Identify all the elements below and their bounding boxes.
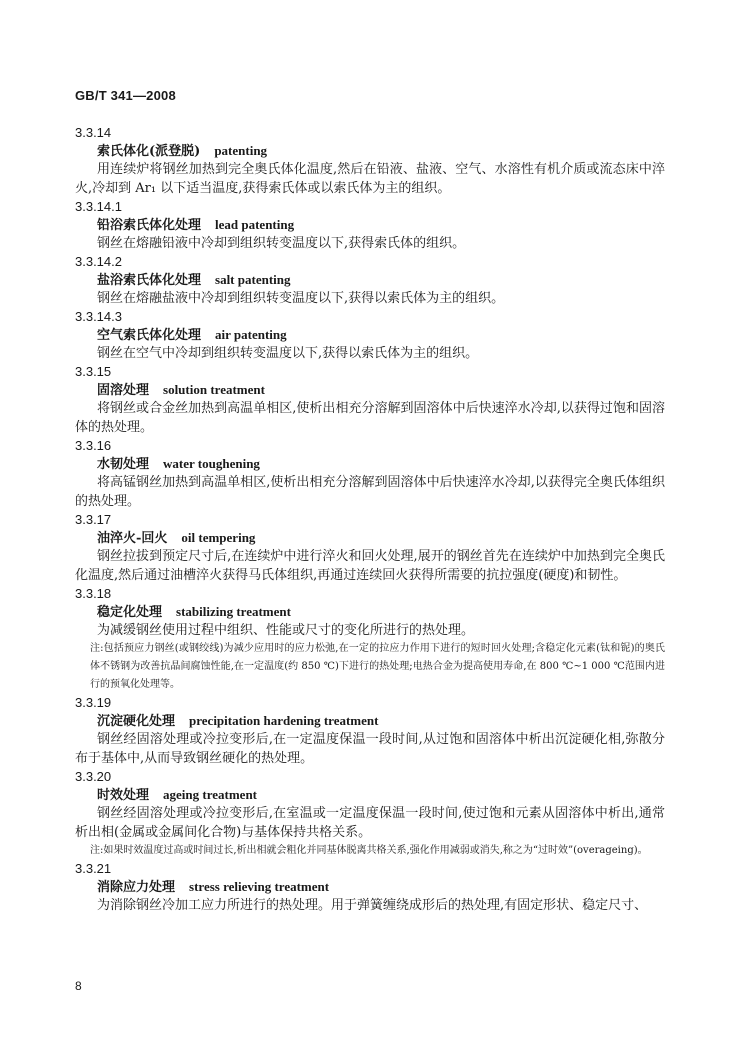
clause-number: 3.3.14.3 — [75, 309, 122, 324]
term-en: lead patenting — [215, 217, 295, 232]
term-definition: 钢丝拉拔到预定尺寸后,在连续炉中进行淬火和回火处理,展开的钢丝首先在连续炉中加热到完全奥氏化温度,然后通过油槽淬火获得马氏体组织,再通过连续回火获得所需要的抗拉强度(硬度)和韧性。 — [75, 549, 665, 583]
entry-3-3-21 — [75, 860, 665, 915]
clause-number: 3.3.19 — [75, 695, 112, 710]
term-heading — [97, 455, 665, 473]
term-zh: 油淬火-回火 — [97, 531, 168, 546]
term-en: stabilizing treatment — [176, 604, 291, 619]
term-en: water toughening — [163, 456, 260, 471]
term-en: precipitation hardening treatment — [189, 713, 379, 728]
clause-number: 3.3.15 — [75, 364, 112, 379]
term-en: salt patenting — [215, 272, 291, 287]
term-definition: 为减缓钢丝使用过程中组织、性能或尺寸的变化所进行的热处理。 — [97, 623, 475, 638]
term-definition: 将高锰钢丝加热到高温单相区,使析出相充分溶解到固溶体中后快速淬水冷却,以获得完全奥氏体组织的热处理。 — [75, 475, 665, 509]
term-heading — [97, 326, 665, 344]
entry-3-3-18 — [75, 585, 665, 694]
term-en: ageing treatment — [163, 787, 257, 802]
term-heading — [97, 381, 665, 399]
entry-3-3-19 — [75, 694, 665, 768]
term-definition: 钢丝在熔融铅液中冷却到组织转变温度以下,获得索氏体的组织。 — [97, 236, 466, 251]
term-definition: 为消除钢丝冷加工应力所进行的热处理。用于弹簧缠绕成形后的热处理,有固定形状、稳定尺寸、 — [97, 898, 648, 913]
term-heading — [97, 271, 665, 289]
term-zh: 消除应力处理 — [97, 880, 176, 895]
clause-number: 3.3.16 — [75, 438, 112, 453]
term-en: oil tempering — [181, 530, 256, 545]
term-note: 注:包括预应力钢丝(或钢绞线)为减少应用时的应力松弛,在一定的拉应力作用下进行的短时回火处理;含稳定化元素(钛和铌)的奥氏体不锈钢为改善抗晶间腐蚀性能,在一定温度(约 850 ℃)下进行的热处理;电热合金为提高使用寿命,在 800 ℃~1 000 ℃范围内进行的预氧化处理等。 — [90, 643, 665, 690]
standard-code-header: GB/T 341—2008 — [75, 88, 176, 103]
clause-number: 3.3.20 — [75, 769, 112, 784]
entry-3-3-17 — [75, 511, 665, 585]
entry-3-3-16 — [75, 437, 665, 511]
term-definition: 钢丝经固溶处理或冷拉变形后,在室温或一定温度保温一段时间,使过饱和元素从固溶体中析出,通常析出相(金属或金属间化合物)与基体保持共格关系。 — [75, 806, 665, 840]
clause-number: 3.3.17 — [75, 512, 112, 527]
term-zh: 盐浴索氏体化处理 — [97, 273, 202, 288]
term-zh: 固溶处理 — [97, 383, 150, 398]
entry-3-3-15 — [75, 363, 665, 437]
term-zh: 沉淀硬化处理 — [97, 714, 176, 729]
clause-number: 3.3.14 — [75, 125, 112, 140]
term-definition: 将钢丝或合金丝加热到高温单相区,使析出相充分溶解到固溶体中后快速淬水冷却,以获得过饱和固溶体的热处理。 — [75, 401, 665, 435]
terms-content — [75, 124, 665, 915]
clause-number: 3.3.18 — [75, 586, 112, 601]
term-heading — [97, 786, 665, 804]
term-definition: 钢丝在空气中冷却到组织转变温度以下,获得以索氏体为主的组织。 — [97, 346, 479, 361]
entry-3-3-20 — [75, 768, 665, 860]
term-note: 注:如果时效温度过高或时间过长,析出相就会粗化并同基体脱离共格关系,强化作用减弱或消失,称之为“过时效”(overageing)。 — [90, 845, 648, 856]
term-en: solution treatment — [163, 382, 265, 397]
term-heading — [97, 878, 665, 896]
term-heading — [97, 603, 665, 621]
clause-number: 3.3.14.1 — [75, 199, 122, 214]
term-heading — [97, 216, 665, 234]
term-en: patenting — [214, 143, 268, 158]
entry-3-3-14-2 — [75, 253, 665, 308]
term-heading — [97, 142, 665, 160]
term-zh: 稳定化处理 — [97, 605, 163, 620]
term-zh: 空气索氏体化处理 — [97, 328, 202, 343]
term-en: stress relieving treatment — [189, 879, 330, 894]
clause-number: 3.3.14.2 — [75, 254, 122, 269]
entry-3-3-14-3 — [75, 308, 665, 363]
entry-3-3-14-1 — [75, 198, 665, 253]
entry-3-3-14 — [75, 124, 665, 198]
page-number: 8 — [75, 979, 82, 993]
term-definition: 钢丝在熔融盐液中冷却到组织转变温度以下,获得以索氏体为主的组织。 — [97, 291, 505, 306]
term-zh: 时效处理 — [97, 788, 150, 803]
clause-number: 3.3.21 — [75, 861, 112, 876]
term-zh: 铅浴索氏体化处理 — [97, 218, 202, 233]
term-heading — [97, 529, 665, 547]
term-definition: 钢丝经固溶处理或冷拉变形后,在一定温度保温一段时间,从过饱和固溶体中析出沉淀硬化相,弥散分布于基体中,从而导致钢丝硬化的热处理。 — [75, 732, 665, 766]
term-heading — [97, 712, 665, 730]
term-en: air patenting — [215, 327, 287, 342]
term-zh: 索氏体化(派登脱) — [97, 144, 201, 159]
term-zh: 水韧处理 — [97, 457, 150, 472]
term-definition: 用连续炉将钢丝加热到完全奥氏体化温度,然后在铅液、盐液、空气、水溶性有机介质或流态床中淬火,冷却到 Ar₁ 以下适当温度,获得索氏体或以索氏体为主的组织。 — [75, 162, 665, 196]
